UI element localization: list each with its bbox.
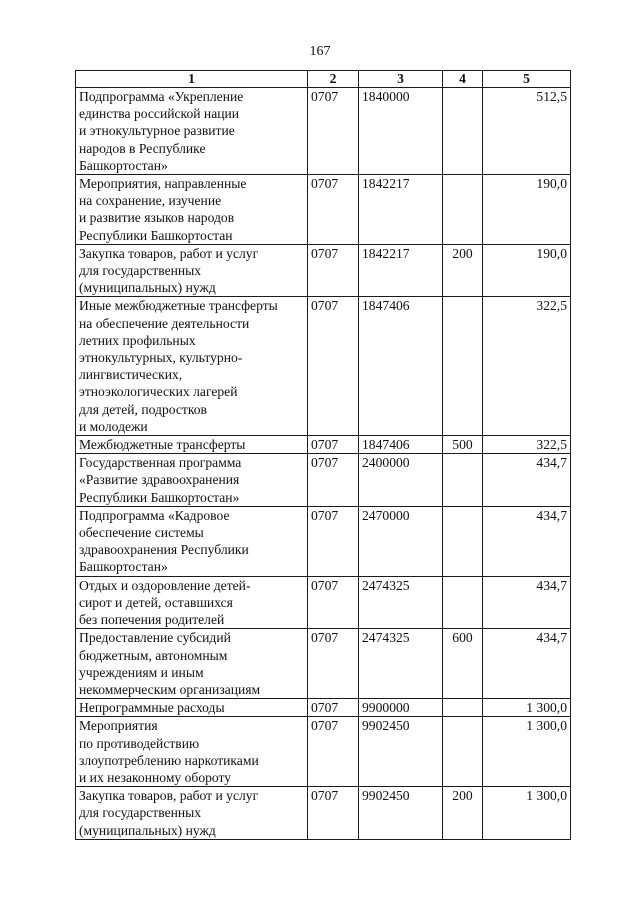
row-expense-type	[443, 88, 483, 175]
row-name-line: без попечения родителей	[79, 612, 225, 628]
row-name-line: Закупка товаров, работ и услуг	[79, 788, 259, 804]
header-col-1: 1	[76, 71, 308, 88]
row-name-line: летних профильных	[79, 332, 196, 348]
row-code: 1847406	[359, 436, 443, 454]
row-code: 2470000	[359, 506, 443, 576]
row-amount: 512,5	[483, 88, 571, 175]
row-code: 2400000	[359, 454, 443, 507]
row-name-line: сирот и детей, оставшихся	[79, 594, 233, 610]
row-name-line: Непрограммные расходы	[79, 700, 225, 716]
table-header-row	[76, 71, 571, 88]
row-amount: 1 300,0	[483, 787, 571, 840]
row-name-line: учреждениям и иным	[79, 664, 204, 680]
table-row	[76, 454, 571, 507]
row-section: 0707	[308, 787, 359, 840]
table-row	[76, 629, 571, 699]
row-name	[76, 244, 308, 297]
row-section: 0707	[308, 297, 359, 436]
row-name-line: для детей, подростков	[79, 401, 207, 417]
row-name	[76, 297, 308, 436]
row-name-line: здравоохранения Республики	[79, 542, 249, 558]
row-amount: 434,7	[483, 576, 571, 629]
table-row	[76, 506, 571, 576]
row-amount: 434,7	[483, 506, 571, 576]
page-number: 167	[309, 44, 331, 59]
row-name-line: этноэкологических лагерей	[79, 384, 238, 400]
row-section: 0707	[308, 717, 359, 787]
table-row	[76, 717, 571, 787]
row-section: 0707	[308, 88, 359, 175]
row-name-line: (муниципальных) нужд	[79, 822, 216, 838]
table-row	[76, 175, 571, 245]
row-expense-type: 600	[443, 629, 483, 699]
row-name-line: на обеспечение деятельности	[79, 315, 250, 331]
row-name-line: и их незаконному обороту	[79, 769, 232, 785]
row-name-line: Башкортостан»	[79, 157, 168, 173]
row-section: 0707	[308, 175, 359, 245]
budget-table	[75, 70, 571, 840]
row-name-line: лингвистических,	[79, 367, 183, 383]
row-name-line: Государственная программа	[79, 455, 242, 471]
row-expense-type	[443, 576, 483, 629]
row-section: 0707	[308, 436, 359, 454]
row-name	[76, 454, 308, 507]
row-name	[76, 506, 308, 576]
row-name	[76, 717, 308, 787]
row-name-line: Отдых и оздоровление детей-	[79, 577, 251, 593]
row-name	[76, 175, 308, 245]
row-section: 0707	[308, 454, 359, 507]
row-name	[76, 699, 308, 717]
row-section: 0707	[308, 629, 359, 699]
row-section: 0707	[308, 576, 359, 629]
table-row	[76, 297, 571, 436]
row-expense-type: 200	[443, 787, 483, 840]
row-name-line: и молодежи	[79, 418, 148, 434]
row-amount: 190,0	[483, 175, 571, 245]
table-row	[76, 244, 571, 297]
row-section: 0707	[308, 699, 359, 717]
row-expense-type: 500	[443, 436, 483, 454]
row-name-line: и этнокультурное развитие	[79, 123, 235, 139]
row-name-line: (муниципальных) нужд	[79, 280, 216, 296]
row-name-line: на сохранение, изучение	[79, 193, 222, 209]
header-col-2: 2	[308, 71, 359, 88]
row-code: 1842217	[359, 244, 443, 297]
row-amount: 190,0	[483, 244, 571, 297]
header-col-5: 5	[483, 71, 571, 88]
table-row	[76, 787, 571, 840]
row-section: 0707	[308, 244, 359, 297]
row-expense-type	[443, 699, 483, 717]
row-name-line: единства российской нации	[79, 106, 240, 122]
row-expense-type: 200	[443, 244, 483, 297]
row-name-line: Мероприятия	[79, 718, 158, 734]
row-code: 1842217	[359, 175, 443, 245]
table-row	[76, 88, 571, 175]
row-name-line: и развитие языков народов	[79, 210, 235, 226]
row-name-line: Подпрограмма «Укрепление	[79, 89, 244, 104]
row-name	[76, 88, 308, 175]
header-col-4: 4	[443, 71, 483, 88]
row-name	[76, 576, 308, 629]
row-name-line: злоупотреблению наркотиками	[79, 752, 259, 768]
row-name-line: Республики Башкортостан»	[79, 489, 240, 505]
row-amount: 322,5	[483, 436, 571, 454]
row-code: 9902450	[359, 717, 443, 787]
row-name-line: обеспечение системы	[79, 525, 204, 541]
row-expense-type	[443, 175, 483, 245]
table-row	[76, 699, 571, 717]
row-amount: 1 300,0	[483, 699, 571, 717]
row-name	[76, 629, 308, 699]
row-code: 2474325	[359, 576, 443, 629]
row-amount: 434,7	[483, 629, 571, 699]
row-name-line: Иные межбюджетные трансферты	[79, 298, 278, 314]
row-expense-type	[443, 506, 483, 576]
row-expense-type	[443, 454, 483, 507]
row-name-line: Закупка товаров, работ и услуг	[79, 245, 259, 261]
row-name-line: по противодействию	[79, 735, 200, 751]
table-row	[76, 436, 571, 454]
row-name	[76, 436, 308, 454]
row-name-line: Подпрограмма «Кадровое	[79, 507, 230, 523]
row-amount: 434,7	[483, 454, 571, 507]
row-code: 9900000	[359, 699, 443, 717]
row-amount: 1 300,0	[483, 717, 571, 787]
row-name-line: Предоставление субсидий	[79, 630, 231, 646]
row-name-line: для государственных	[79, 805, 202, 821]
row-name-line: Башкортостан»	[79, 559, 168, 575]
row-code: 9902450	[359, 787, 443, 840]
row-name-line: для государственных	[79, 263, 202, 279]
row-name-line: «Развитие здравоохранения	[79, 472, 240, 488]
row-name-line: некоммерческим организациям	[79, 681, 261, 697]
row-code: 1847406	[359, 297, 443, 436]
row-name-line: народов в Республике	[79, 140, 206, 156]
row-code: 2474325	[359, 629, 443, 699]
row-section: 0707	[308, 506, 359, 576]
header-col-3: 3	[359, 71, 443, 88]
row-expense-type	[443, 717, 483, 787]
row-name-line: Межбюджетные трансферты	[79, 437, 246, 453]
row-amount: 322,5	[483, 297, 571, 436]
row-name-line: этнокультурных, культурно-	[79, 350, 243, 366]
row-name-line: бюджетным, автономным	[79, 647, 228, 663]
table-body	[76, 88, 571, 840]
row-expense-type	[443, 297, 483, 436]
row-name-line: Мероприятия, направленные	[79, 176, 247, 192]
row-code: 1840000	[359, 88, 443, 175]
row-name	[76, 787, 308, 840]
table-row	[76, 576, 571, 629]
row-name-line: Республики Башкортостан	[79, 227, 233, 243]
